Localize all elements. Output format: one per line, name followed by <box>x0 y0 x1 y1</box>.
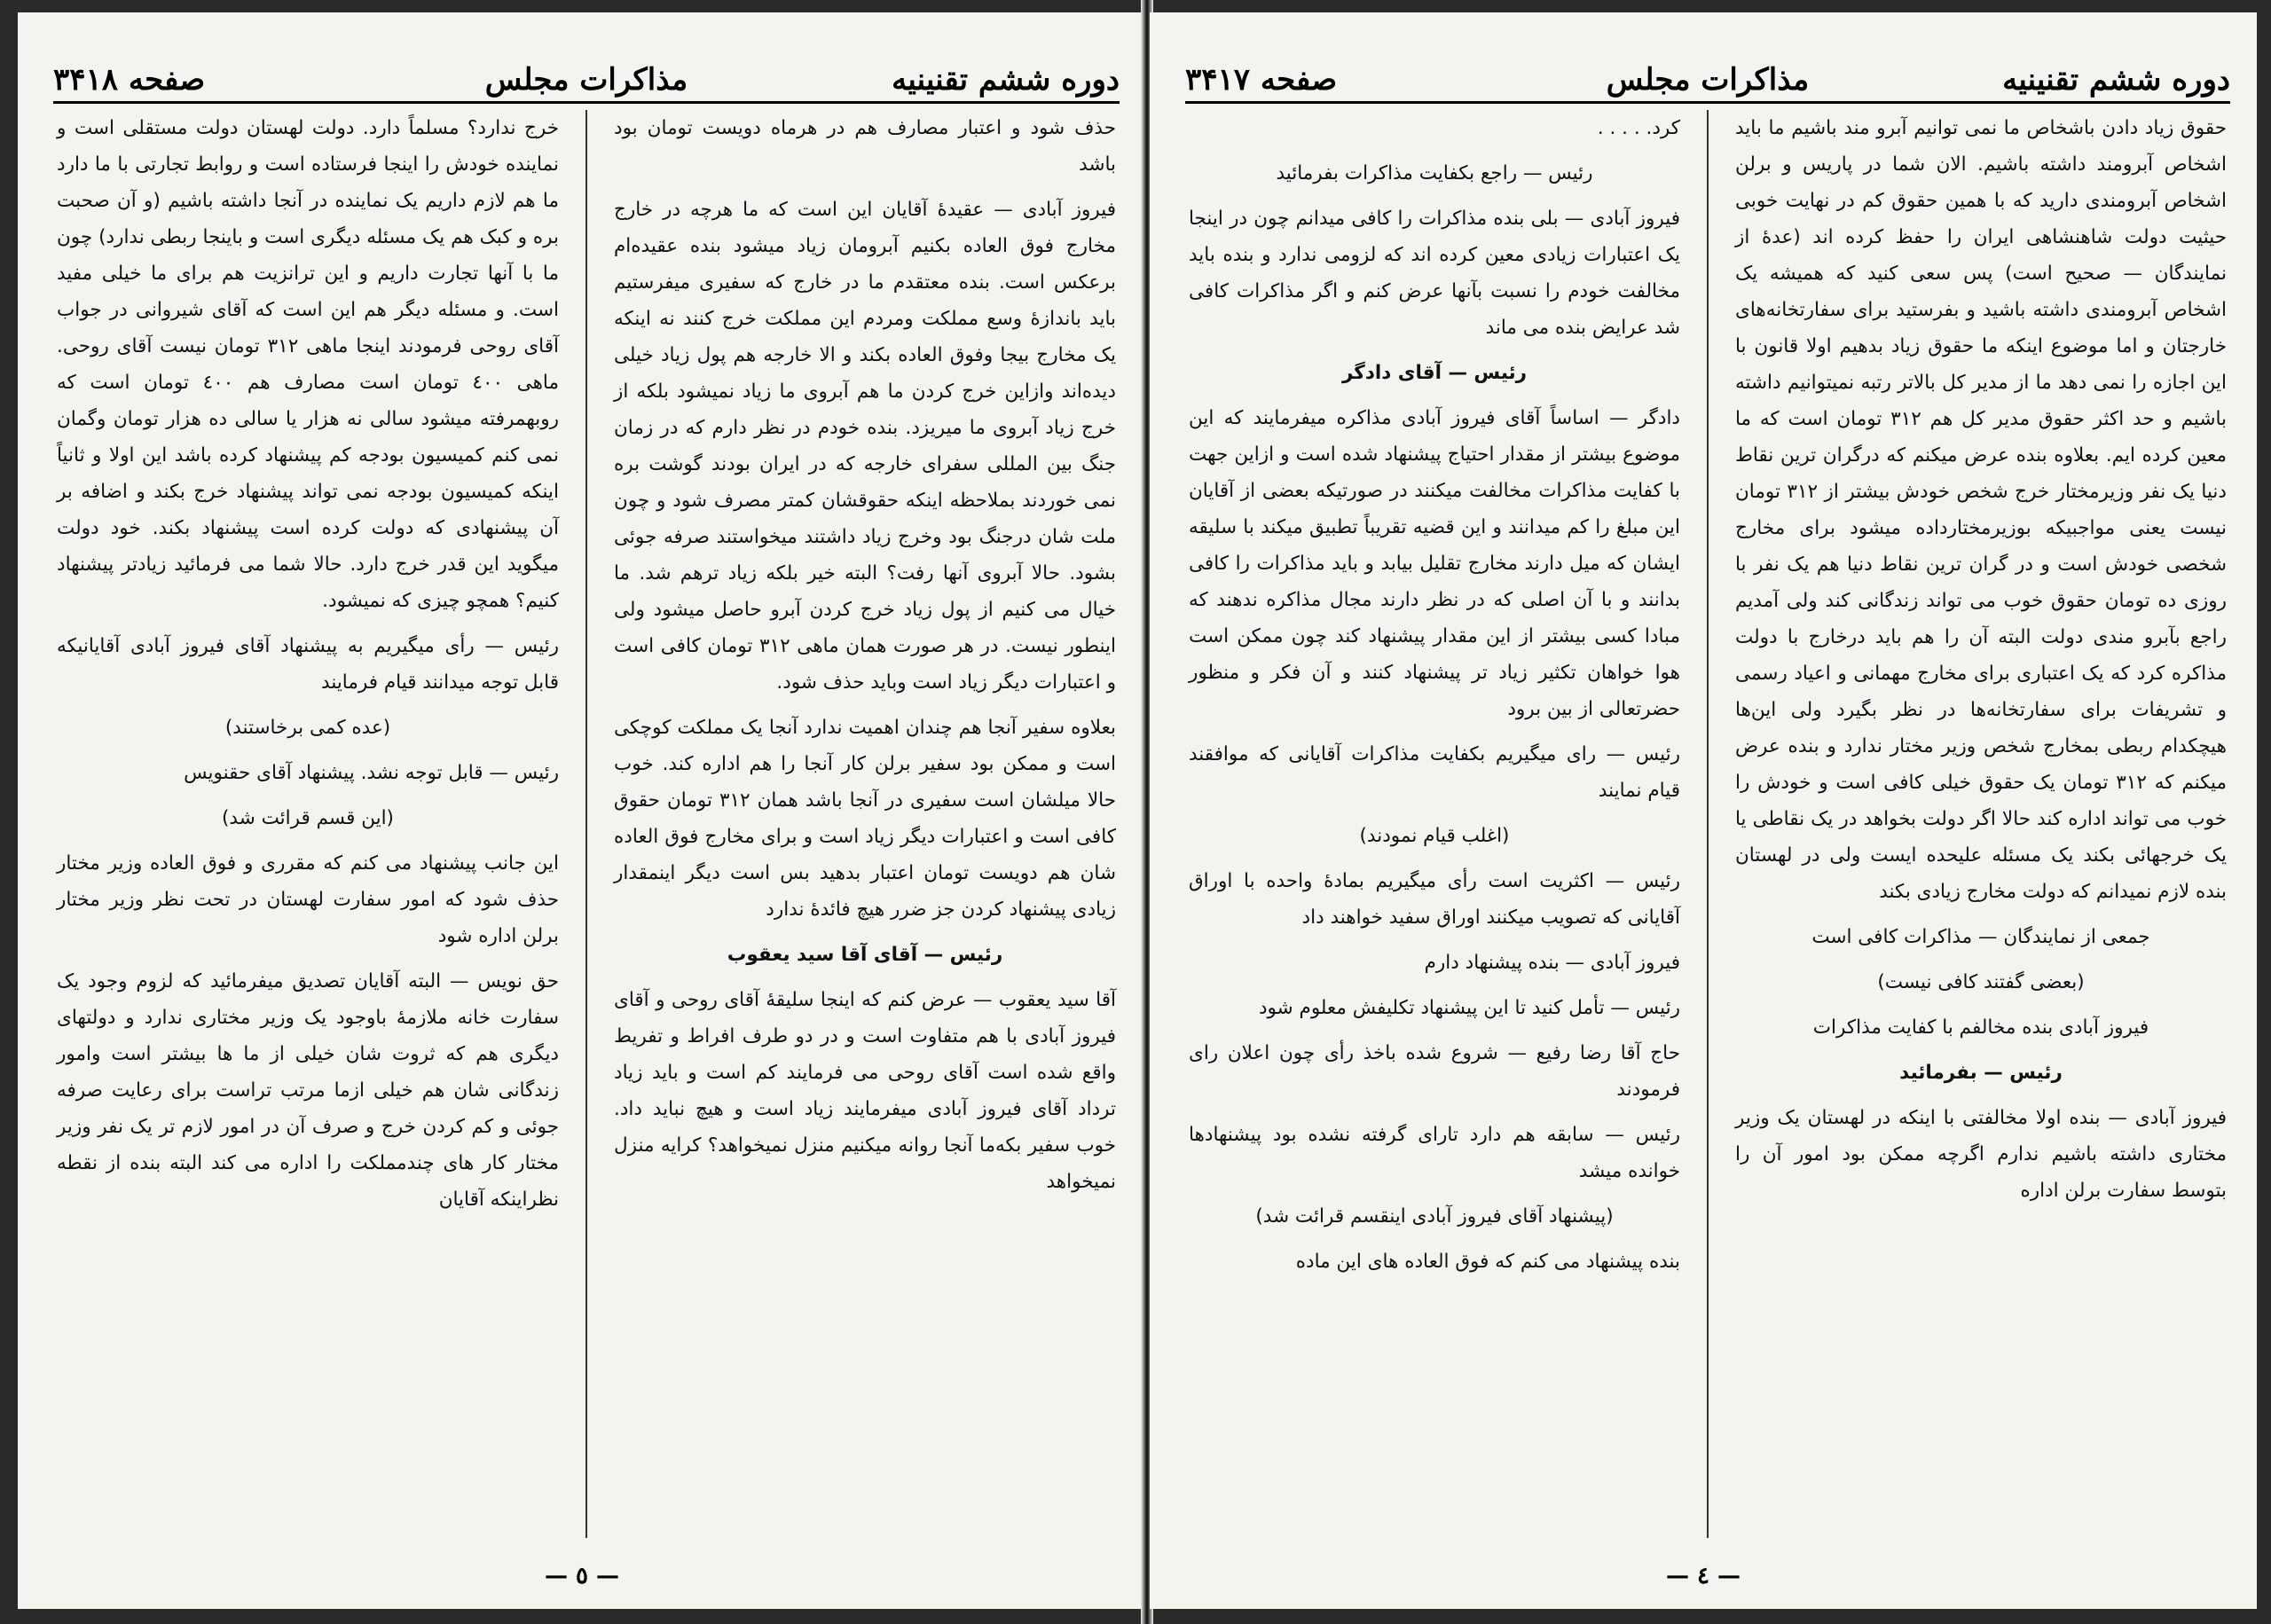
stage-note: (بعضی گفتند کافی نیست) <box>1877 971 2085 993</box>
stage-note: (عده کمی برخاستند) <box>224 717 391 739</box>
paragraph: فیروز آبادی — بنده پیشنهاد دارم <box>1424 952 1680 974</box>
paragraph: فیروز آبادی — عقیدهٔ آقایان این است که ما هرچه در خارج مخارج فوق العاده بکنیم آبرومان زیاد میشود بنده عقیده‌ام برعکس است. بنده معتقدم ما در خارج که سفیری میفرستیم باید باندازهٔ وسع مملکت ومردم این مملکت خرج کنند نه اینکه یک مخارج بیجا وفوق العاده بکند و الا خارجه هم پول زیاد خیلی دیده‌اند وازاین خرج کردن ما هم آبروی ما زیاد نمیشود بلکه از خرج زیاد آبروی ما میریزد. بنده خودم در نظر دارم که در زمان جنگ بین المللی سفرای خارجه که در ایران بودند گوشت بره نمی خوردند بملاحظه اینکه حقوقشان کمتر مصرف شود و چون ملت شان درجنگ بود وخرج زیاد داشتند میخواستند صرفه جوئی بشود. حالا آبروی آنها رفت؟ البته خیر بلکه زیاد ترهم شد. ما خیال می کنیم از پول زیاد خرج کردن آبرو حاصل میشود ولی اینطور نیست. در هر صورت همان ماهی ۳۱۲ تومان کافی است و اعتبارات دیگر زیاد است وباید حذف شود. <box>614 199 1116 694</box>
left-header-session: دوره ششم تقنینیه <box>892 62 1120 98</box>
right-page-columns <box>1185 110 2230 1538</box>
left-page <box>18 12 1146 1609</box>
speaker-line: رئیس — آقای آقا سید یعقوب <box>727 944 1003 966</box>
paragraph: رئیس — راجع بکفایت مذاکرات بفرمائید <box>1276 162 1593 184</box>
left-page-number: — ٥ — <box>544 1563 620 1589</box>
paragraph: این جانب پیشنهاد می کنم که مقرری و فوق العاده وزیر مختار حذف شود که امور سفارت لهستان در تحت نظر وزیر مختار برلن اداره شود <box>57 852 559 947</box>
paragraph: فیروز آبادی بنده مخالفم با کفایت مذاکرات <box>1812 1016 2149 1039</box>
right-header-page-label: صفحه ۳۴۱۷ <box>1185 62 1338 98</box>
left-header-page-label: صفحه ۳۴۱۸ <box>53 62 206 98</box>
column-divider <box>585 110 587 1538</box>
paragraph: خرج ندارد؟ مسلماً دارد. دولت لهستان دولت مستقلی است و نماینده خودش را اینجا فرستاده است و روابط تجارتی با ما دارد ما هم لازم داریم یک نماینده در آنجا داشته باشیم (و آن صحبت بره و کبک هم یک مسئله دیگری است و باینجا ربطی ندارد) چون ما با آنها تجارت داریم و این ترانزیت هم برای ما خیلی مفید است. و مسئله دیگر هم این است که آقای شیروانی در جواب آقای روحی فرمودند اینجا ماهی ۳۱۲ تومان نیست آقای روحی. ماهی ٤۰۰ تومان است مصارف هم ٤۰۰ تومان است که روبهمرفته میشود سالی نه هزار یا سالی ده هزار تومان وگمان نمی کنم کمیسیون بودجه کم پیشنهاد کرده باشد این اولا و ثانیاً اینکه کمیسیون بودجه نمی تواند پیشنهاد خرج بکند و اضافه بر آن پیشنهادی که دولت کرده است پیشنهاد بکند. خود دولت میگوید این قدر خرج دارد. حالا شما می فرمائید زیادتر پیشنهاد کنیم؟ همچو چیزی که نمیشود. <box>57 117 559 612</box>
left-page-columns <box>53 110 1120 1538</box>
paragraph: فیروز آبادی — بلی بنده مذاکرات را کافی میدانم چون در اینجا یک اعتبارات زیادی معین کرده اند که لزومی ندارد و بنده باید مخالفت خودم را نسبت بآنها عرض کنم و اگر مذاکرات کافی شد عرایض بنده می ماند <box>1189 208 1680 339</box>
right-page-header <box>1185 57 2230 104</box>
paragraph: آقا سید یعقوب — عرض کنم که اینجا سلیقهٔ آقای روحی و آقای فیروز آبادی با هم متفاوت است و در دو طرف افراط و تفریط واقع شده است آقای روحی می فرمایند کم است و باید زیاد ترداد آقای فیروز آبادی میفرمایند زیاد است و هیچ نباید داد. خوب سفیر بکه‌ما آنجا روانه میکنیم منزل نمیخواهد؟ کرایه منزل نمیخواهد <box>614 989 1116 1193</box>
left-page-column-right <box>610 110 1120 1538</box>
paragraph: حقوق زیاد دادن باشخاص ما نمی توانیم آبرو مند باشیم ما باید اشخاص آبرومند داشته باشیم. الان شما در پاریس و برلن اشخاص آبرومندی دارید که با همین حقوق کم در نهایت خوبی حیثیت دولت شاهنشاهی ایران را حفظ کرده اند (عدهٔ از نمایندگان — صحیح است) پس سعی کنید که همیشه یک اشخاص آبرومندی داشته باشید و بفرستید برای سفارتخانه‌های خارجتان و اما موضوع اینکه ما حقوق زیاد بدهیم اولا قانون با این اجازه را نمی دهد ما از مدیر کل بالاتر رتبه نمیتوانیم داشته باشیم و حد اکثر حقوق مدیر کل هم ۳۱۲ تومان است که ما معین کرده ایم. بعلاوه بنده عرض میکنم که درگران ترین نقاط دنیا یک نفر وزیرمختار خرج شخص خودش بیشتر از ۳۱۲ تومان نیست یعنی مواجبیکه بوزیرمختارداده میشود برای مخارج شخصی خودش است و در گران ترین نقاط دنیا هم یک نفر با روزی ده تومان حقوق خوب می تواند زندگانی کند ولی آمدیم راجع بآبرو مندی دولت البته آن را هم باید درخارج با دولت مذاکره کرد که یک اعتباری برای مخارج مهمانی و اعیاد رسمی و تشریفات برای سفارتخانه‌ها در نظر بگیرد ولی این‌ها هیچکدام ربطی بمخارج شخص وزیر مختار ندارد و بنده عرض میکنم که ۳۱۲ تومان یک حقوق خیلی کافی است و خودش را خوب می تواند اداره کند حالا اگر دولت بخواهد در یک نقاطی یا یک خرجهائی بکند یک مسئله علیحده ایست ولی در لهستان بنده لازم نمیدانم که دولت مخارج زیادی بکند <box>1735 117 2227 903</box>
right-header-title: مذاکرات مجلس <box>1606 62 1810 98</box>
left-page-column-left <box>53 110 562 1538</box>
left-header-title: مذاکرات مجلس <box>484 62 688 98</box>
paragraph: بنده پیشنهاد می کنم که فوق العاده های این ماده <box>1295 1251 1680 1273</box>
right-header-session: دوره ششم تقنینیه <box>2002 62 2230 98</box>
paragraph: کرد. . . . . <box>1597 117 1680 139</box>
paragraph: حق نویس — البته آقایان تصدیق میفرمائید که لزوم وجود یک سفارت خانه ملازمهٔ باوجود یک وزیر مختاری ندارد و دولتهای دیگری هم که ثروت شان خیلی از ما ها بیشتر است وامور زندگانی شان هم خیلی ازما مرتب تراست برای رعایت صرفه جوئی و کم کردن خرج و صرف آن در امور لازم تر یک نفر وزیر مختار کار های چندمملکت را اداره می کند البته بنده از نقطه نظراینکه آقایان <box>57 970 559 1211</box>
stage-note: (پیشنهاد آقای فیروز آبادی اینقسم قرائت شد) <box>1255 1205 1614 1228</box>
stage-note: (این قسم قرائت شد) <box>222 807 394 829</box>
right-page-column-left <box>1185 110 1684 1538</box>
paragraph: رئیس — قابل توجه نشد. پیشنهاد آقای حقنویس <box>184 762 559 784</box>
right-page-number: — ٤ — <box>1665 1563 1741 1589</box>
left-page-header <box>53 57 1120 104</box>
right-page <box>1150 12 2257 1609</box>
paragraph: بعلاوه سفیر آنجا هم چندان اهمیت ندارد آنجا یک مملکت کوچکی است و ممکن بود سفیر برلن کار آنجا را هم اداره کند. خوب حالا میلشان است سفیری در آنجا باشد همان ۳۱۲ تومان حقوق کافی است و اعتبارات دیگر زیاد است و برای مخارج فوق العاده شان هم دویست تومان اعتبار بدهید بس است دیگر اینمقدار زیادی پیشنهاد کردن جز ضرر هیچ فائدهٔ ندارد <box>614 717 1116 921</box>
speaker-line: رئیس — آقای دادگر <box>1341 362 1528 384</box>
speaker-line: رئیس — بفرمائید <box>1899 1062 2063 1084</box>
paragraph: دادگر — اساساً آقای فیروز آبادی مذاکره میفرمایند که این موضوع بیشتر از مقدار احتیاج پیشنهاد شده است و ازاین جهت با کفایت مذاکرات مخالفت میکنند در صورتیکه بعضی از آقایان این مبلغ را کم میدانند و این قضیه تقریباً تطبیق میکند با سلیقه ایشان که میل دارند مخارج تقلیل بیابد و باید مذاکرات را کافی بدانند و با آن اصلی که در نظر دارند مجال مذاکره ندهند که مبادا کسی بیشتر از این مقدار پیشنهاد کند چون ممکن است هوا خواهان تکثیر زیاد تر پیشنهاد کنند و آن فکر و منظور حضرتعالی از بین برود <box>1189 407 1680 720</box>
paragraph: جمعی از نمایندگان — مذاکرات کافی است <box>1811 926 2150 948</box>
paragraph: حذف شود و اعتبار مصارف هم در هرماه دویست تومان بود باشد <box>614 117 1116 176</box>
right-page-column-right <box>1732 110 2230 1538</box>
paragraph: رئیس — سابقه هم دارد تارای گرفته نشده بود پیشنهادها خوانده میشد <box>1189 1124 1680 1182</box>
paragraph: حاج آقا رضا رفیع — شروع شده باخذ رأی چون اعلان رای فرمودند <box>1189 1042 1680 1101</box>
paragraph: رئیس — رای میگیریم بکفایت مذاکرات آقایانی که موافقند قیام نمایند <box>1189 743 1680 802</box>
paragraph: رئیس — تأمل کنید تا این پیشنهاد تکلیفش معلوم شود <box>1258 997 1680 1019</box>
paragraph: رئیس — اکثریت است رأی میگیریم بمادهٔ واحده با اوراق آقایانی که تصویب میکنند اوراق سفید خواهند داد <box>1189 870 1680 929</box>
paragraph: فیروز آبادی — بنده اولا مخالفتی با اینکه در لهستان یک وزیر مختاری داشته باشیم ندارم اگرچه ممکن بود امور آن را بتوسط سفارت برلن اداره <box>1735 1107 2227 1202</box>
stage-note: (اغلب قیام نمودند) <box>1359 825 1510 847</box>
column-divider <box>1707 110 1709 1538</box>
paragraph: رئیس — رأی میگیریم به پیشنهاد آقای فیروز آبادی آقایانیکه قابل توجه میدانند قیام فرمایند <box>57 635 559 694</box>
